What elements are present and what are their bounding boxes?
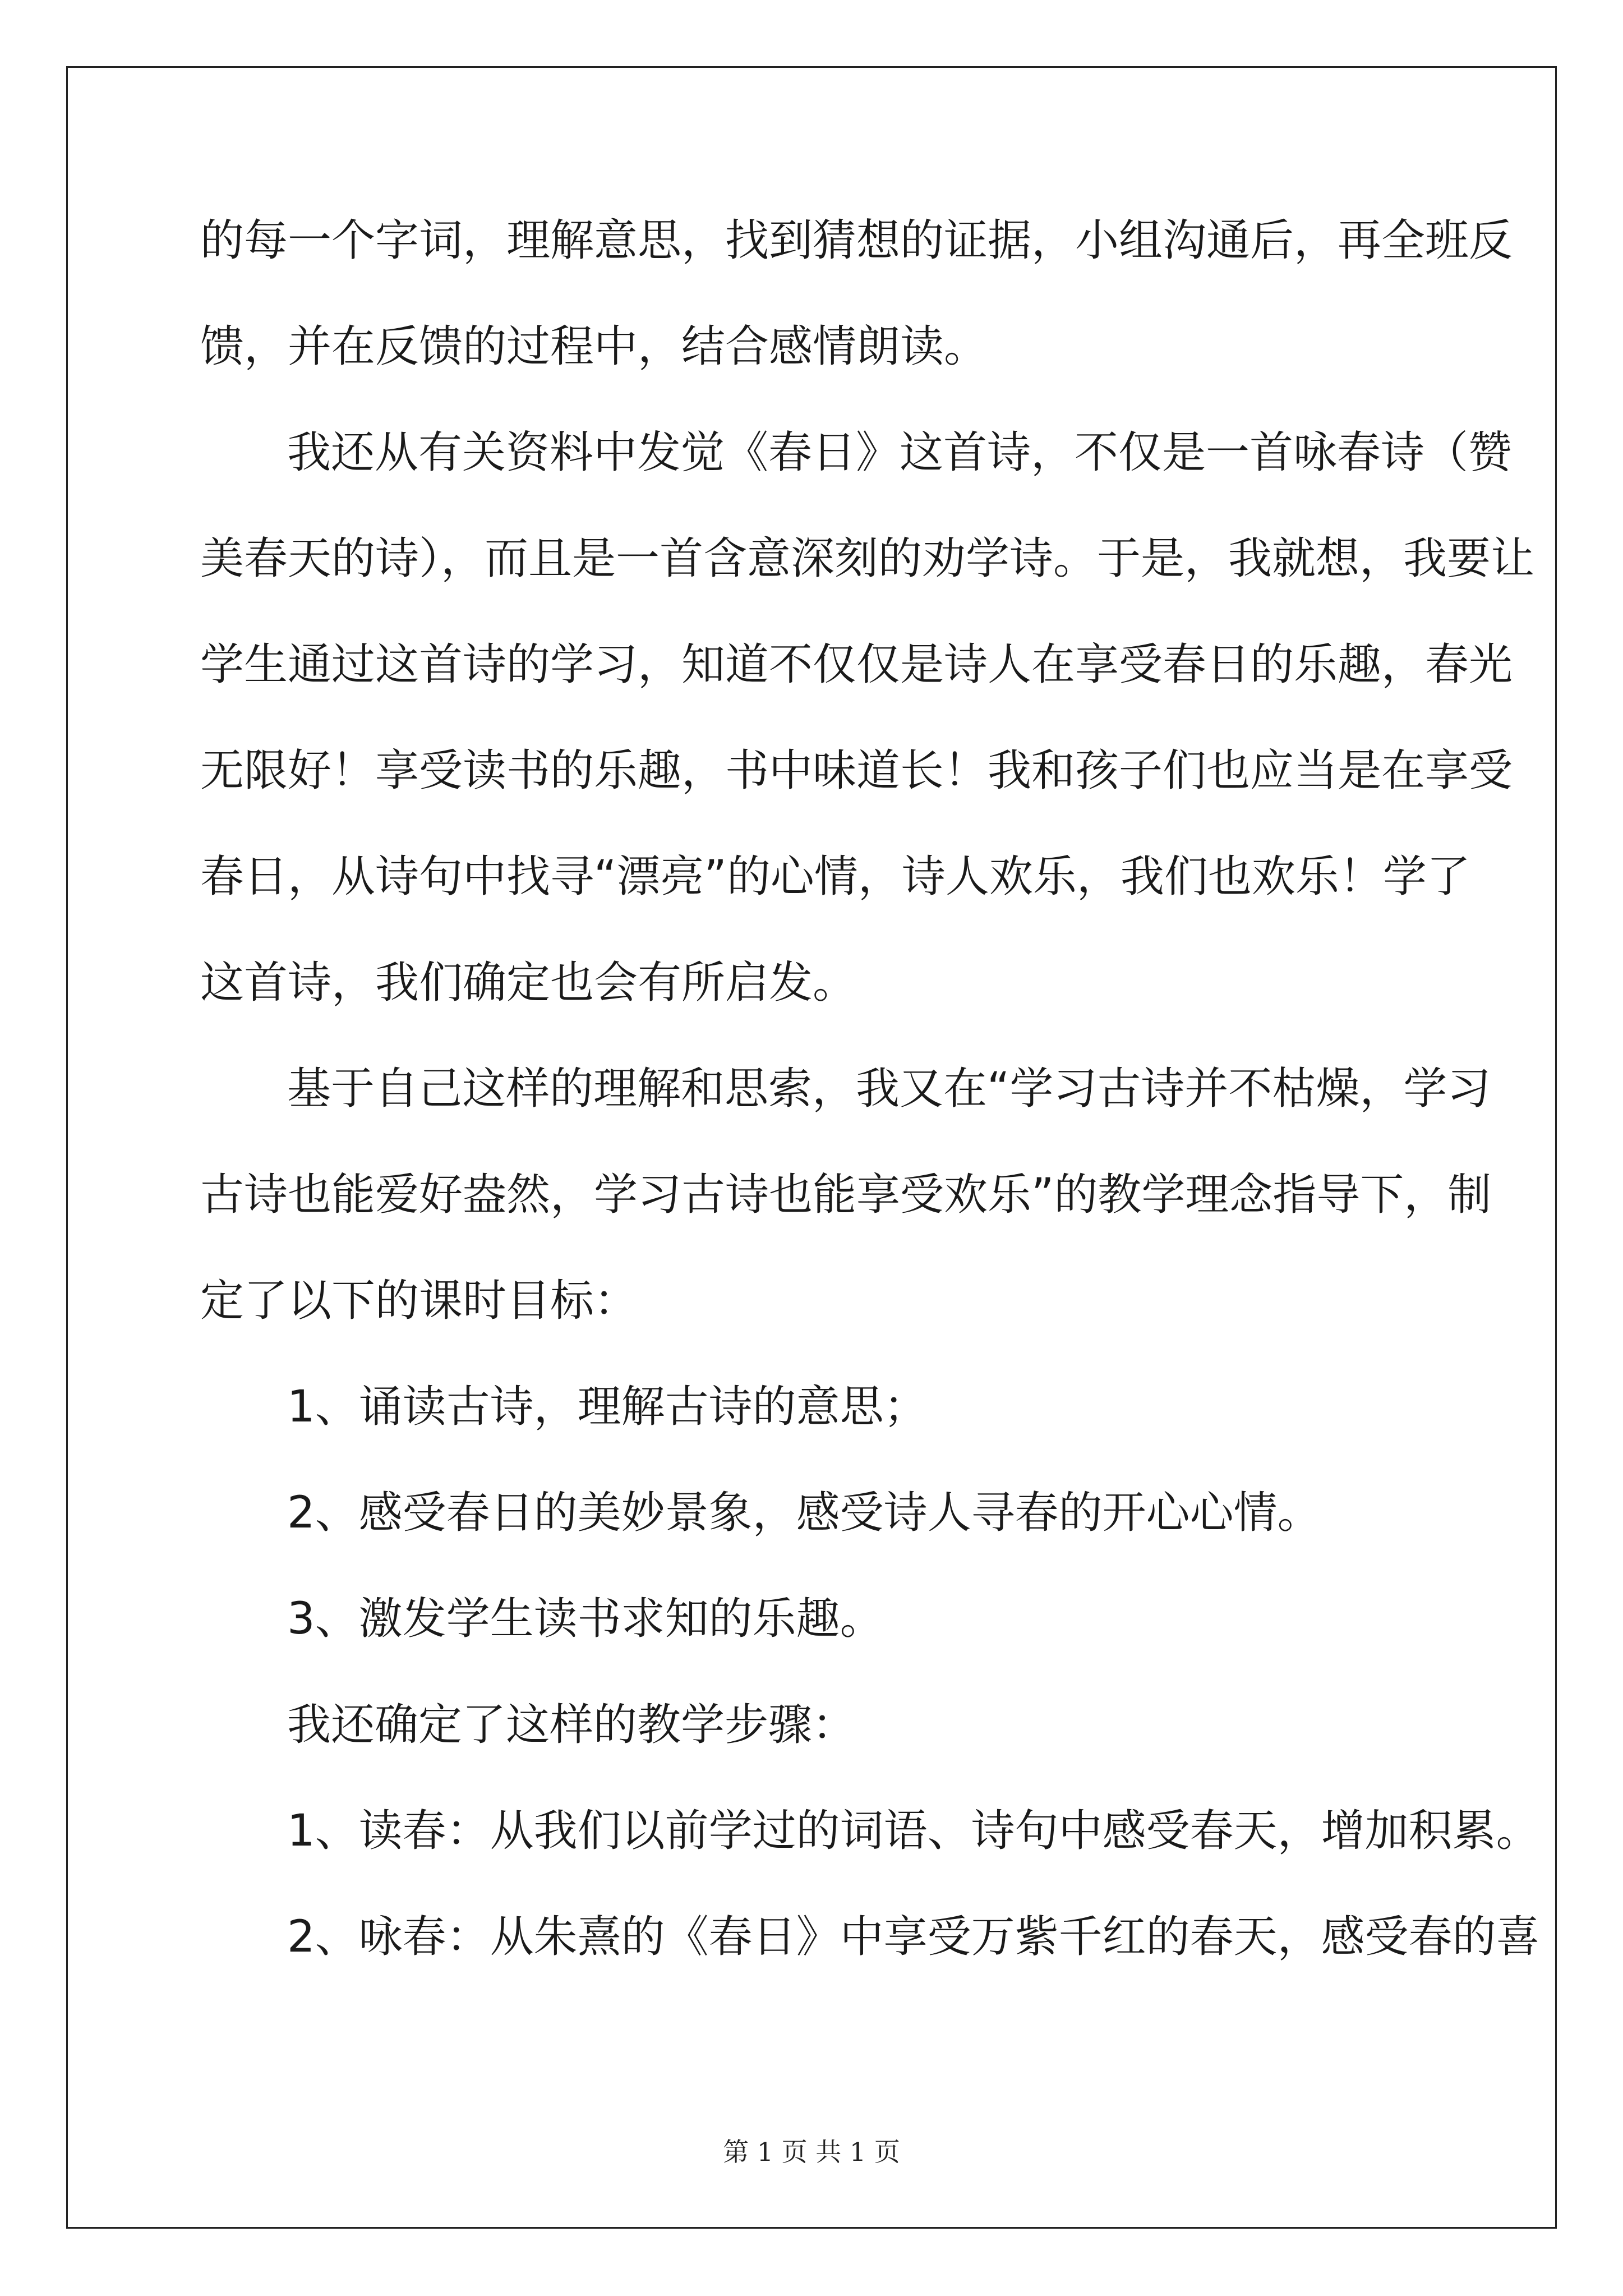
list-item-step-1: 1、读春：从我们以前学过的词语、诗句中感受春天，增加积累。 bbox=[287, 1806, 1540, 1856]
text-line-6: 无限好！享受读书的乐趣，书中味道长！我和孩子们也应当是在享受 bbox=[200, 746, 1513, 796]
text-line-2: 馈，并在反馈的过程中，结合感情朗读。 bbox=[200, 321, 988, 372]
list-item-goal-3: 3、激发学生读书求知的乐趣。 bbox=[287, 1594, 884, 1644]
text-line-steps-intro: 我还确定了这样的教学步骤： bbox=[287, 1700, 856, 1750]
text-line-8: 这首诗，我们确定也会有所启发。 bbox=[200, 958, 857, 1008]
text-line-7: 春日，从诗句中找寻“漂亮”的心情，诗人欢乐，我们也欢乐！学了 bbox=[200, 852, 1470, 902]
list-item-goal-1: 1、诵读古诗，理解古诗的意思； bbox=[287, 1382, 928, 1432]
list-item-goal-2: 2、感受春日的美妙景象，感受诗人寻春的开心心情。 bbox=[287, 1488, 1321, 1538]
text-line-4: 美春天的诗），而且是一首含意深刻的劝学诗。于是，我就想，我要让 bbox=[200, 533, 1535, 584]
text-line-3: 我还从有关资料中发觉《春日》这首诗，不仅是一首咏春诗（赞 bbox=[287, 427, 1513, 478]
text-line-9: 基于自己这样的理解和思索，我又在“学习古诗并不枯燥，学习 bbox=[287, 1064, 1491, 1114]
list-item-step-2: 2、咏春：从朱熹的《春日》中享受万紫千红的春天，感受春的喜 bbox=[287, 1912, 1540, 1962]
document-body bbox=[200, 215, 1540, 2021]
text-line-1: 的每一个字词，理解意思，找到猜想的证据，小组沟通后，再全班反 bbox=[200, 215, 1513, 266]
text-line-10: 古诗也能爱好盎然，学习古诗也能享受欢乐”的教学理念指导下，制 bbox=[200, 1170, 1492, 1220]
text-line-5: 学生通过这首诗的学习，知道不仅仅是诗人在享受春日的乐趣，春光 bbox=[200, 639, 1513, 690]
text-line-11: 定了以下的课时目标： bbox=[200, 1276, 638, 1326]
page-footer: 第 1 页 共 1 页 bbox=[723, 2137, 900, 2167]
